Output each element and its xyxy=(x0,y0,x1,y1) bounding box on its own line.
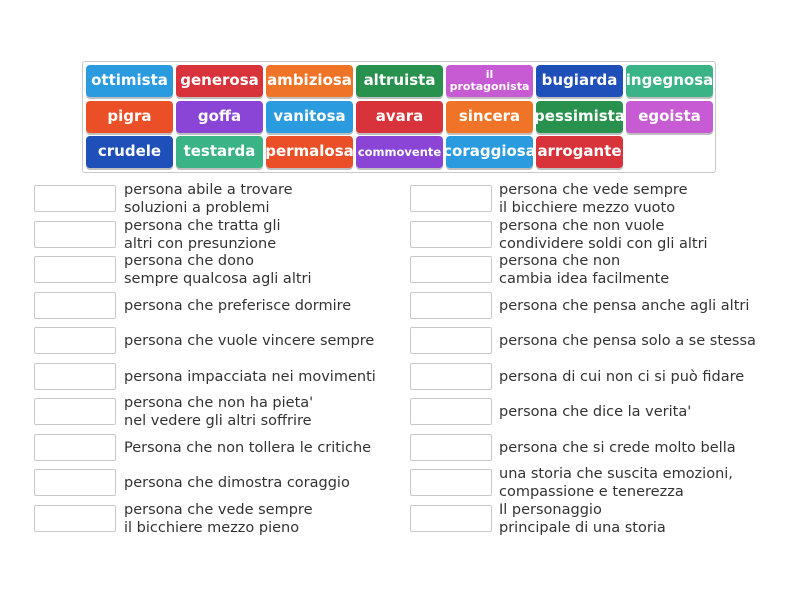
answer-slot-left-10[interactable] xyxy=(34,505,116,532)
word-tile-permalosa[interactable]: permalosa xyxy=(266,136,353,168)
answer-slot-left-1[interactable] xyxy=(34,185,116,212)
clue-right-8: persona che si crede molto bella xyxy=(499,439,736,456)
clue-right-10: Il personaggio principale di una storia xyxy=(499,501,666,536)
clue-left-9: persona che dimostra coraggio xyxy=(124,474,350,491)
word-tile-egoista[interactable]: egoista xyxy=(626,101,713,133)
word-tile-crudele[interactable]: crudele xyxy=(86,136,173,168)
clue-left-8: Persona che non tollera le critiche xyxy=(124,439,372,456)
word-tile-coraggiosa[interactable]: coraggiosa xyxy=(446,136,533,168)
answer-slot-left-3[interactable] xyxy=(34,256,116,283)
word-tile-avara[interactable]: avara xyxy=(356,101,443,133)
answer-slot-left-7[interactable] xyxy=(34,398,116,425)
answer-slot-left-9[interactable] xyxy=(34,469,116,496)
word-tile-pessimista[interactable]: pessimista xyxy=(536,101,623,133)
clue-left-6: persona impacciata nei movimenti xyxy=(124,368,376,385)
word-tile-ottimista[interactable]: ottimista xyxy=(86,65,173,97)
answer-slot-right-3[interactable] xyxy=(410,256,492,283)
clue-left-10: persona che vede sempre il bicchiere mezzo pieno xyxy=(124,501,313,536)
clue-right-4: persona che pensa anche agli altri xyxy=(499,297,750,314)
answer-slot-right-7[interactable] xyxy=(410,398,492,425)
answer-slot-left-2[interactable] xyxy=(34,221,116,248)
answer-slot-right-5[interactable] xyxy=(410,327,492,354)
word-tile-pigra[interactable]: pigra xyxy=(86,101,173,133)
clue-left-1: persona abile a trovare soluzioni a problemi xyxy=(124,181,293,216)
word-tile-commovente[interactable]: commovente xyxy=(356,136,443,168)
word-tile-il-protagonista[interactable]: il protagonista xyxy=(446,65,533,97)
word-tile-altruista[interactable]: altruista xyxy=(356,65,443,97)
clue-right-3: persona che non cambia idea facilmente xyxy=(499,252,670,287)
clue-left-2: persona che tratta gli altri con presunzione xyxy=(124,217,281,252)
clue-right-5: persona che pensa solo a se stessa xyxy=(499,332,756,349)
answer-slot-right-10[interactable] xyxy=(410,505,492,532)
word-tile-ambiziosa[interactable]: ambiziosa xyxy=(266,65,353,97)
answer-slot-left-6[interactable] xyxy=(34,363,116,390)
answer-slot-left-4[interactable] xyxy=(34,292,116,319)
word-tile-goffa[interactable]: goffa xyxy=(176,101,263,133)
answer-slot-right-9[interactable] xyxy=(410,469,492,496)
word-tile-sincera[interactable]: sincera xyxy=(446,101,533,133)
word-tile-arrogante[interactable]: arrogante xyxy=(536,136,623,168)
clue-right-1: persona che vede sempre il bicchiere mezzo vuoto xyxy=(499,181,688,216)
word-tile-vanitosa[interactable]: vanitosa xyxy=(266,101,353,133)
answer-slot-right-8[interactable] xyxy=(410,434,492,461)
word-tile-generosa[interactable]: generosa xyxy=(176,65,263,97)
clue-right-9: una storia che suscita emozioni, compassione e tenerezza xyxy=(499,465,733,500)
word-tile-ingegnosa[interactable]: ingegnosa xyxy=(626,65,713,97)
clue-left-7: persona che non ha pieta' nel vedere gli altri soffrire xyxy=(124,394,314,429)
clue-left-4: persona che preferisce dormire xyxy=(124,297,352,314)
clue-left-3: persona che dono sempre qualcosa agli altri xyxy=(124,252,312,287)
answer-slot-right-1[interactable] xyxy=(410,185,492,212)
word-tile-testarda[interactable]: testarda xyxy=(176,136,263,168)
answer-slot-right-6[interactable] xyxy=(410,363,492,390)
clue-right-6: persona di cui non ci si può fidare xyxy=(499,368,745,385)
word-tile-bugiarda[interactable]: bugiarda xyxy=(536,65,623,97)
answer-slot-left-8[interactable] xyxy=(34,434,116,461)
answer-slot-right-2[interactable] xyxy=(410,221,492,248)
answer-slot-right-4[interactable] xyxy=(410,292,492,319)
clue-left-5: persona che vuole vincere sempre xyxy=(124,332,375,349)
clue-right-7: persona che dice la verita' xyxy=(499,403,692,420)
clue-right-2: persona che non vuole condividere soldi con gli altri xyxy=(499,217,708,252)
answer-slot-left-5[interactable] xyxy=(34,327,116,354)
